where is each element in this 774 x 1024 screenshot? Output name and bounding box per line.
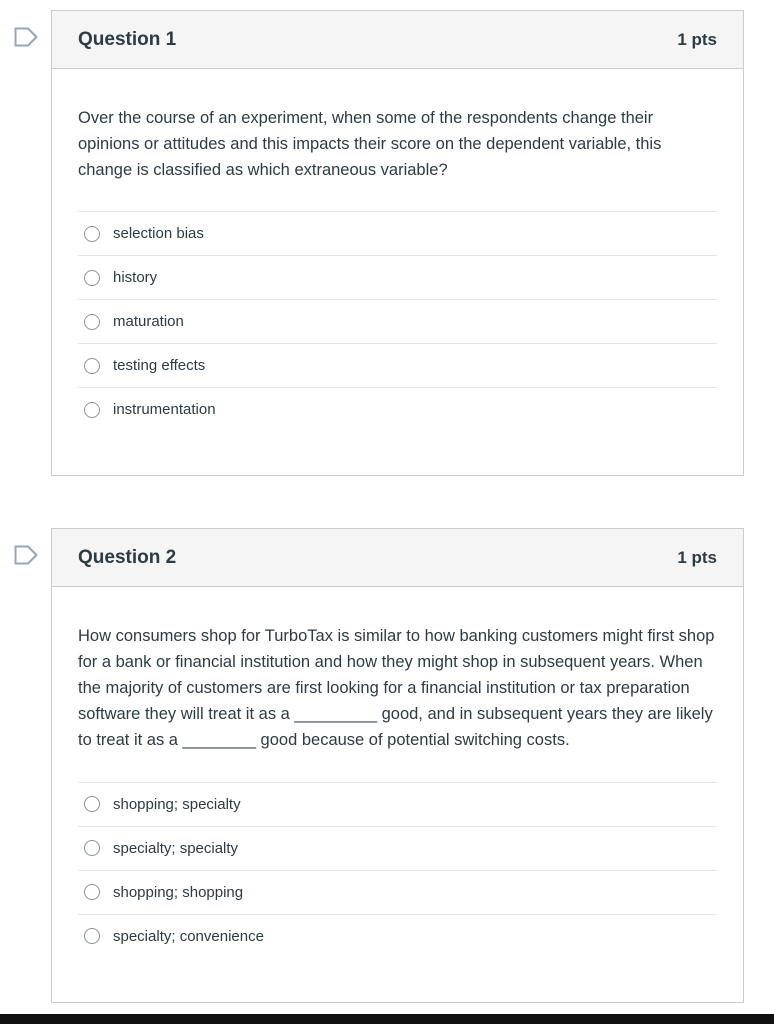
bookmark-flag-icon[interactable]	[14, 27, 38, 47]
answer-option[interactable]	[78, 914, 717, 958]
radio-button-icon[interactable]	[84, 796, 100, 812]
radio-button-icon[interactable]	[84, 314, 100, 330]
answer-option[interactable]	[78, 826, 717, 870]
answer-option[interactable]	[78, 782, 717, 826]
radio-button-icon[interactable]	[84, 270, 100, 286]
answer-option-label: specialty; specialty	[113, 839, 239, 857]
question-card	[51, 528, 744, 1002]
question-header	[52, 529, 743, 587]
answer-option[interactable]	[78, 299, 717, 343]
answer-option-label: maturation	[113, 313, 184, 331]
question-points: 1 pts	[677, 29, 717, 49]
answer-options	[78, 211, 717, 431]
answer-option-label: instrumentation	[113, 401, 216, 419]
question-2	[51, 528, 744, 1002]
answer-option-label: history	[113, 269, 158, 287]
answer-option[interactable]	[78, 211, 717, 255]
answer-options	[78, 782, 717, 958]
question-title: Question 2	[78, 546, 177, 568]
answer-option-label: shopping; specialty	[113, 795, 241, 813]
question-title: Question 1	[78, 28, 177, 50]
answer-option-label: selection bias	[113, 225, 204, 243]
radio-button-icon[interactable]	[84, 884, 100, 900]
question-text: How consumers shop for TurboTax is similar to how banking customers might first shop for a bank or financial institution and how they might shop in subsequent years. When the majority of customers are first looking for a financial institution or tax preparation software they will treat it as a _________ good, and in subsequent years they are likely to treat it as a ________ good because of potential switching costs.	[78, 627, 715, 750]
radio-button-icon[interactable]	[84, 928, 100, 944]
question-body	[52, 69, 743, 475]
question-body	[52, 587, 743, 1001]
answer-option[interactable]	[78, 870, 717, 914]
question-1	[51, 10, 744, 476]
bookmark-flag-icon	[14, 545, 38, 565]
answer-option-label: shopping; shopping	[113, 883, 244, 901]
answer-option[interactable]	[78, 255, 717, 299]
radio-button-icon[interactable]	[84, 226, 100, 242]
question-points: 1 pts	[677, 547, 717, 567]
radio-button-icon[interactable]	[84, 358, 100, 374]
radio-button-icon[interactable]	[84, 402, 100, 418]
question-card	[51, 10, 744, 476]
answer-option-label: specialty; convenience	[113, 927, 264, 945]
answer-option[interactable]	[78, 387, 717, 431]
bottom-bar	[0, 1014, 774, 1024]
question-text: Over the course of an experiment, when some of the respondents change their opinions or attitudes and this impacts their score on the dependent variable, this change is classified as which extraneous variable?	[78, 109, 662, 180]
question-header	[52, 11, 743, 69]
answer-option[interactable]	[78, 343, 717, 387]
answer-option-label: testing effects	[113, 357, 206, 375]
bookmark-flag-icon	[14, 27, 38, 47]
radio-button-icon[interactable]	[84, 840, 100, 856]
bookmark-flag-icon[interactable]	[14, 545, 38, 565]
